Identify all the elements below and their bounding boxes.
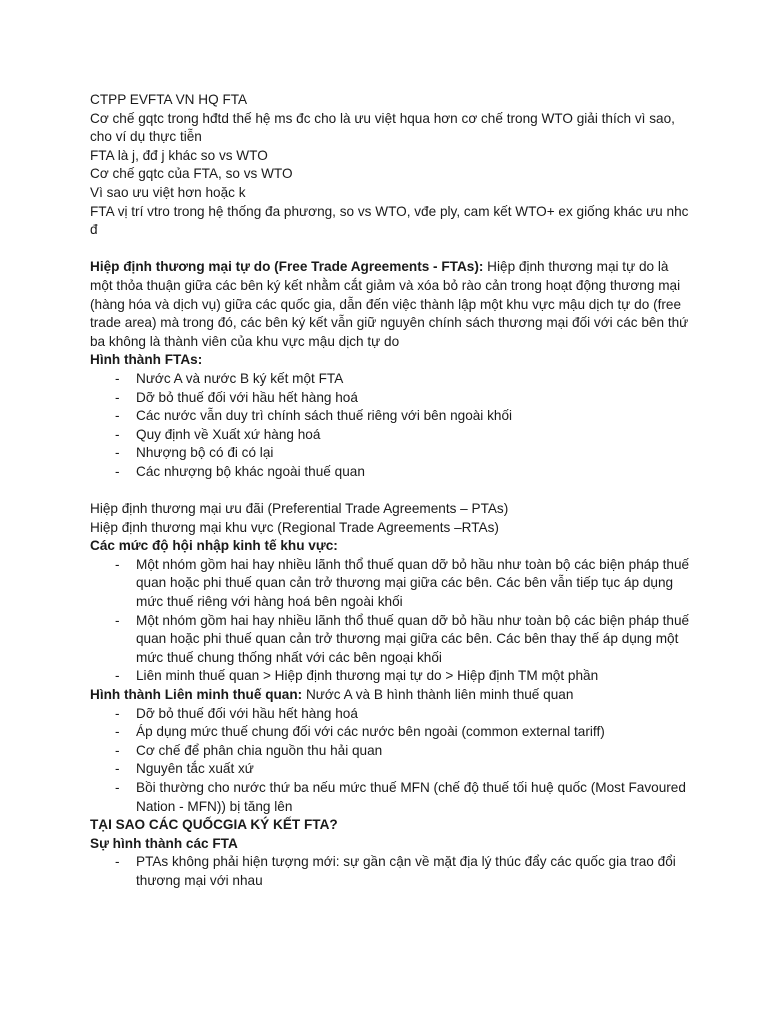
note-line: Cơ chế gqtc của FTA, so vs WTO: [90, 166, 293, 182]
document-page: [90, 91, 690, 891]
note-line: Cơ chế gqtc trong hđtd thế hệ ms đc cho là ưu việt hqua hơn cơ chế trong WTO giải thích vì sao, cho ví dụ thực tiễn: [90, 110, 675, 145]
pta-line: Hiệp định thương mại ưu đãi (Preferential Trade Agreements – PTAs): [90, 501, 509, 517]
list-item: - Các nước vẫn duy trì chính sách thuế riêng với bên ngoài khối: [90, 407, 690, 426]
note-line: CTPP EVFTA VN HQ FTA: [90, 92, 248, 107]
customs-union-line: [90, 686, 690, 705]
customs-union-text: Nước A và B hình thành liên minh thuế quan: [302, 687, 574, 702]
formation-heading: Hình thành FTAs:: [90, 352, 203, 368]
list-item: - Một nhóm gồm hai hay nhiều lãnh thổ thuế quan dỡ bỏ hầu như toàn bộ các biện pháp thuế quan hoặc phi thuế quan cản trở thương mại giữa các bên. Các bên vẫn tiếp tục áp dụng mức thuế riêng với hàng hoá bên ngoài khối: [90, 556, 690, 612]
rta-line: Hiệp định thương mại khu vực (Regional Trade Agreements –RTAs): [90, 519, 499, 535]
list-item: - Một nhóm gồm hai hay nhiều lãnh thổ thuế quan dỡ bỏ hầu như toàn bộ các biện pháp thuế quan hoặc phi thuế quan cản trở thương mại giữa các bên. Các bên thay thế áp dụng một mức thuế chung thống nhất với các bên ngoại khối: [90, 612, 690, 668]
levels-list: [90, 556, 690, 686]
list-item: - Dỡ bỏ thuế đối với hầu hết hàng hoá: [90, 705, 690, 724]
note-line: FTA vị trí vtro trong hệ thống đa phương, so vs WTO, vđe ply, cam kết WTO+ ex giống khác ưu nhc đ: [90, 203, 689, 238]
customs-union-term: Hình thành Liên minh thuế quan:: [90, 687, 303, 702]
note-line: FTA là j, đđ j khác so vs WTO: [90, 147, 268, 163]
fta-term: Hiệp định thương mại tự do (Free Trade Agreements - FTAs):: [90, 259, 484, 275]
list-item: - Cơ chế để phân chia nguồn thu hải quan: [90, 742, 690, 761]
list-item: - PTAs không phải hiện tượng mới: sự gần cận về mặt địa lý thúc đẩy các quốc gia trao đổi thương mại với nhau: [90, 853, 690, 890]
formation-list: [90, 370, 690, 482]
note-line: Vì sao ưu việt hơn hoặc k: [90, 184, 246, 200]
list-item: - Các nhượng bộ khác ngoài thuế quan: [90, 463, 690, 482]
list-item: - Bồi thường cho nước thứ ba nếu mức thuế MFN (chế độ thuế tối huệ quốc (Most Favoured Nation - MFN)) bị tăng lên: [90, 779, 690, 816]
emergence-heading: Sự hình thành các FTA: [90, 835, 238, 851]
list-item: - Nhượng bộ có đi có lại: [90, 444, 690, 463]
fta-definition: [90, 258, 690, 351]
customs-union-list: [90, 705, 690, 817]
list-item: - Áp dụng mức thuế chung đối với các nước bên ngoài (common external tariff): [90, 723, 690, 742]
fta-definition-text: Hiệp định thương mại tự do là một thỏa thuận giữa các bên ký kết nhằm cắt giảm và xóa bỏ rào cản trong hoạt động thương mại (hàng hóa và dịch vụ) giữa các quốc gia, dẫn đến việc thành lập một khu vực mậu dịch tự do (free trade area) mà trong đó, các bên ký kết vẫn giữ nguyên chính sách thương mại đối với các bên thứ ba không là thành viên của khu vực mậu dịch tự do: [90, 259, 689, 349]
list-item: - Liên minh thuế quan > Hiệp định thương mại tự do > Hiệp định TM một phần: [90, 667, 690, 686]
list-item: - Dỡ bỏ thuế đối với hầu hết hàng hoá: [90, 389, 690, 408]
list-item: - Nước A và nước B ký kết một FTA: [90, 370, 690, 389]
levels-heading: Các mức độ hội nhập kinh tế khu vực:: [90, 538, 338, 554]
why-heading: TẠI SAO CÁC QUỐCGIA KÝ KẾT FTA?: [90, 817, 338, 833]
emergence-list: [90, 853, 690, 890]
list-item: - Nguyên tắc xuất xứ: [90, 760, 690, 779]
list-item: - Quy định về Xuất xứ hàng hoá: [90, 426, 690, 445]
